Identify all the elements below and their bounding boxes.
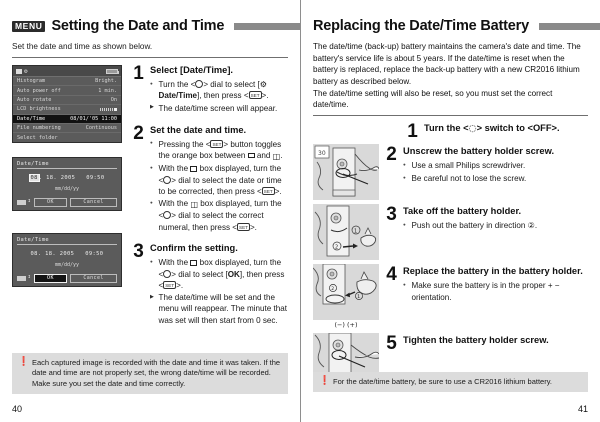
step-number: 2 (133, 122, 144, 144)
instruction-column (132, 65, 288, 336)
lcd-brightness-slider (100, 106, 118, 112)
bullet-item: ● Turn the < > dial to select [⚙ Date/Time], then press < SET >. (150, 79, 288, 101)
power-switch-icon: ◌ (468, 122, 477, 134)
step-2 (132, 122, 288, 235)
lcd-tab-icons (16, 68, 28, 75)
step-body (424, 123, 588, 140)
intro-divider (313, 115, 588, 116)
bullet-item: ● Make sure the battery is in the proper + − orientation. (403, 280, 588, 302)
battery-level-icon (106, 69, 118, 74)
step-1-row (313, 120, 588, 142)
lcd-menu-screenshot (12, 65, 122, 143)
menu-row (13, 86, 121, 95)
step-1 (406, 120, 588, 142)
set-button-icon: SET (250, 93, 260, 99)
step-title: Take off the battery holder. (403, 206, 522, 217)
lcd-screenshot-column (12, 65, 124, 336)
page-title: Replacing the Date/Time Battery (313, 18, 529, 34)
datetime-button-row (17, 198, 117, 207)
menu-row (13, 105, 121, 114)
step-title: Confirm the setting. (150, 243, 238, 254)
menu-row-value: 08/01/'05 11:00 (70, 115, 117, 122)
datetime-selected-field: 08 (30, 174, 38, 181)
step-1 (132, 65, 288, 116)
menu-row-label: Histogram (17, 78, 46, 85)
hint-box-icon (17, 276, 26, 281)
step-bullets (403, 220, 588, 231)
header-rule-bar (234, 23, 300, 30)
menu-row-label: File numbering (17, 125, 61, 132)
menu-row-value: Continuous (85, 125, 117, 132)
playback-tab-icon (16, 69, 22, 74)
menu-row-label: Date/Time (17, 115, 46, 122)
dial-icon (163, 211, 171, 219)
page-title: Setting the Date and Time (51, 18, 225, 34)
step-body (150, 125, 288, 235)
lcd-datetime-screenshot-1 (12, 157, 122, 211)
right-page (300, 0, 600, 422)
svg-text:2: 2 (331, 287, 335, 293)
step-number: 3 (133, 241, 144, 263)
ok-button[interactable]: OK (34, 198, 67, 207)
menu-row (13, 96, 121, 105)
intro-paragraph: The date/time (back-up) battery maintains the camera's date and time. The battery's service life is about 5 years. If the date/time is reset when the battery is replaced, replace the back-up battery with a new CR2016 lithium battery as described below. (313, 42, 581, 86)
dial-icon (163, 270, 171, 278)
step-body (150, 65, 288, 116)
intro-paragraph-bold: The date/time setting will also be reset, so you must set the correct date/time. (313, 88, 553, 110)
bullet-item: ● Be careful not to lose the screw. (403, 173, 588, 184)
step-number: 5 (386, 333, 397, 355)
left-page-header (12, 18, 288, 34)
cancel-button[interactable]: Cancel (70, 274, 117, 283)
bullet-item: ▶ The date/time screen will appear. (150, 103, 288, 114)
step-4 (313, 264, 588, 329)
bullet-item: ● Use a small Philips screwdriver. (403, 160, 588, 171)
datetime-dialog-title: Date/Time (17, 237, 117, 245)
menu-row (13, 77, 121, 86)
hint-box-icon (17, 200, 26, 205)
lcd-datetime-screenshot-2 (12, 233, 122, 287)
menu-row-label: Auto rotate (17, 97, 52, 103)
datetime-date-rest: 08. 18. 2005 (30, 250, 75, 257)
menu-row-label: Auto power off (17, 87, 61, 94)
cancel-button[interactable]: Cancel (70, 198, 117, 207)
step-5-text (385, 333, 588, 355)
datetime-time: 09:50 (85, 250, 104, 257)
datetime-value (17, 175, 117, 181)
set-button-icon: SET (212, 141, 222, 147)
note-text: Each captured image is recorded with the date and time it was taken. If the date and time are not properly set, the wrong date/time will be recorded. Make sure you set the date and time correctly. (32, 357, 281, 388)
up-down-box-icon: ◫ (190, 200, 198, 210)
up-down-arrow-icon: ↕ (27, 274, 31, 281)
step-2-text (385, 144, 588, 185)
step-number: 3 (386, 204, 397, 226)
step-number: 1 (133, 63, 144, 85)
dial-icon (195, 80, 203, 88)
header-rule-bar (539, 23, 600, 30)
datetime-dial-hint (17, 275, 31, 281)
set-button-icon: SET (239, 224, 248, 230)
datetime-value (17, 251, 117, 257)
bullet-item: ● Push out the battery in direction ②. (403, 220, 588, 231)
step-title: Turn the <◌> switch to <OFF>. (424, 122, 560, 134)
menu-row (13, 124, 121, 133)
step-number: 1 (407, 120, 418, 142)
wrench-icon: ⚙ (259, 79, 268, 90)
step-number: 4 (386, 264, 397, 286)
svg-text:1: 1 (354, 228, 358, 235)
step-number: 2 (386, 144, 397, 166)
header-divider (12, 57, 288, 58)
bullet-item: ● With the box displayed, turn the < > dial to select the date or time to be corrected, then press < SET >. (150, 163, 288, 196)
square-box-icon (248, 153, 255, 159)
step-body (150, 243, 288, 327)
step-3 (313, 204, 588, 260)
step-title: Unscrew the battery holder screw. (403, 146, 555, 157)
bullet-item: ● With the box displayed, turn the < > dial to select [OK], then press < SET >. (150, 257, 288, 290)
step-4-text (385, 264, 588, 304)
datetime-dial-hint (17, 199, 31, 205)
svg-text:1: 1 (357, 295, 361, 301)
menu-row-date-time (13, 115, 121, 124)
step-title: Tighten the battery holder screw. (403, 335, 549, 346)
datetime-time: 09:50 (86, 174, 105, 181)
up-down-arrow-icon: ↕ (27, 198, 31, 205)
illustration-insert-battery (313, 264, 379, 320)
step-3 (132, 243, 288, 327)
step-3-text (385, 204, 588, 233)
step-body (403, 146, 588, 185)
right-note-box (313, 372, 588, 393)
set-button-icon: SET (263, 188, 273, 194)
step-title: Select [Date/Time]. (150, 65, 234, 76)
dial-icon (163, 176, 171, 184)
left-note-box (12, 353, 288, 395)
svg-text:2: 2 (335, 244, 339, 251)
up-down-box-icon: ◫ (272, 151, 281, 161)
page-number-right: 41 (577, 404, 588, 414)
menu-row-label: LCD brightness (17, 106, 61, 113)
menu-row-value: Bright. (95, 78, 117, 85)
step-body (403, 206, 588, 233)
step-bullets (150, 139, 288, 233)
step-bullets (403, 160, 588, 184)
datetime-format: mm/dd/yy (54, 185, 80, 192)
datetime-date-rest: . 18. 2005 (38, 174, 76, 181)
set-button-icon: SET (165, 282, 175, 288)
square-box-icon (190, 260, 197, 266)
menu-row-value: On (110, 97, 117, 103)
svg-text:30: 30 (318, 150, 326, 158)
step-bullets (403, 280, 588, 302)
warning-icon: ❗ (319, 375, 331, 386)
bullet-item: ▶ The date/time will be set and the menu will reappear. The minute that was set will then start from 0 sec. (150, 292, 288, 325)
step-body (403, 266, 588, 304)
page-number-left: 40 (12, 404, 23, 414)
step-bullets (150, 257, 288, 325)
step-title: Replace the battery in the battery holder. (403, 266, 583, 277)
step-2 (313, 144, 588, 200)
menu-row-value: 1 min. (98, 87, 117, 94)
wrench-tab-icon: ⚙ (24, 67, 28, 75)
menu-badge: MENU (12, 21, 45, 32)
battery-polarity-label: (−) (+) (334, 321, 358, 330)
lcd-tab-bar (13, 66, 121, 77)
illustration-unscrew-screw (313, 144, 379, 200)
warning-icon: ❗ (18, 356, 30, 367)
menu-row (13, 133, 121, 141)
datetime-button-row (17, 274, 117, 283)
right-page-header (313, 18, 588, 34)
illustration-remove-holder (313, 204, 379, 260)
step-title: Set the date and time. (150, 124, 247, 135)
step-bullets (150, 79, 288, 114)
menu-row-label: Select folder (17, 134, 58, 141)
page-subheading: Set the date and time as shown below. (12, 42, 153, 51)
left-page-columns (12, 65, 288, 336)
ok-button-selected[interactable]: OK (34, 274, 67, 283)
datetime-format: mm/dd/yy (54, 261, 80, 268)
note-text: For the date/time battery, be sure to use a CR2016 lithium battery. (333, 376, 552, 386)
bullet-item: ● With the ◫ box displayed, turn the < > dial to select the correct numeral, then press < SET >. (150, 198, 288, 232)
step-body (403, 335, 588, 352)
datetime-dialog-title: Date/Time (17, 161, 117, 169)
bullet-item: ● Pressing the < SET > button toggles the orange box between and ◫. (150, 139, 288, 162)
square-box-icon (190, 166, 197, 172)
